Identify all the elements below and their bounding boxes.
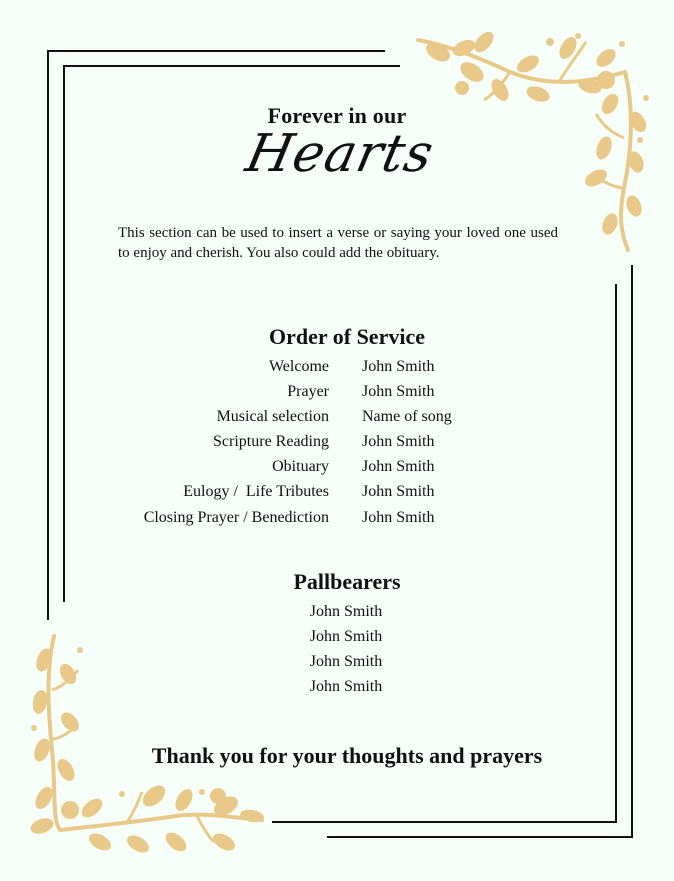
frame-outer-top	[47, 50, 385, 52]
pallbearers-heading: Pallbearers	[293, 569, 401, 594]
service-person: John Smith	[362, 433, 435, 450]
intro-paragraph: This section can be used to insert a verse or saying your loved one used to enjoy and cherish. You also could add the obituary.	[118, 225, 558, 261]
frame-outer-bottom	[327, 836, 633, 838]
service-row	[0, 354, 674, 379]
pallbearer-name: John Smith	[309, 678, 383, 695]
service-person: Name of song	[362, 408, 452, 425]
service-row	[0, 479, 674, 504]
title-line1: Forever in our	[267, 103, 407, 128]
pallbearer-name: John Smith	[309, 603, 383, 620]
service-item: Welcome	[268, 358, 329, 375]
service-person: John Smith	[362, 458, 435, 475]
service-item: Scripture Reading	[213, 433, 329, 450]
service-row	[0, 379, 674, 404]
pallbearer-name: John Smith	[309, 628, 383, 645]
service-item: Prayer	[287, 383, 329, 400]
service-person: John Smith	[362, 358, 435, 375]
service-person: John Smith	[362, 483, 435, 500]
service-row	[0, 505, 674, 530]
service-row	[0, 429, 674, 454]
service-row	[0, 454, 674, 479]
frame-inner-bottom	[272, 821, 617, 823]
service-person: John Smith	[362, 383, 435, 400]
service-item: Eulogy / Life Tributes	[183, 483, 329, 500]
service-item: Closing Prayer / Benediction	[143, 509, 329, 526]
service-row	[0, 404, 674, 429]
frame-inner-top	[63, 65, 400, 67]
closing-message: Thank you for your thoughts and prayers	[151, 743, 543, 768]
order-of-service-heading: Order of Service	[269, 324, 425, 349]
service-item: Obituary	[272, 458, 329, 475]
service-person: John Smith	[362, 509, 435, 526]
service-item: Musical selection	[216, 408, 329, 425]
pallbearer-name: John Smith	[309, 653, 383, 670]
title-script: Hearts	[240, 124, 440, 184]
